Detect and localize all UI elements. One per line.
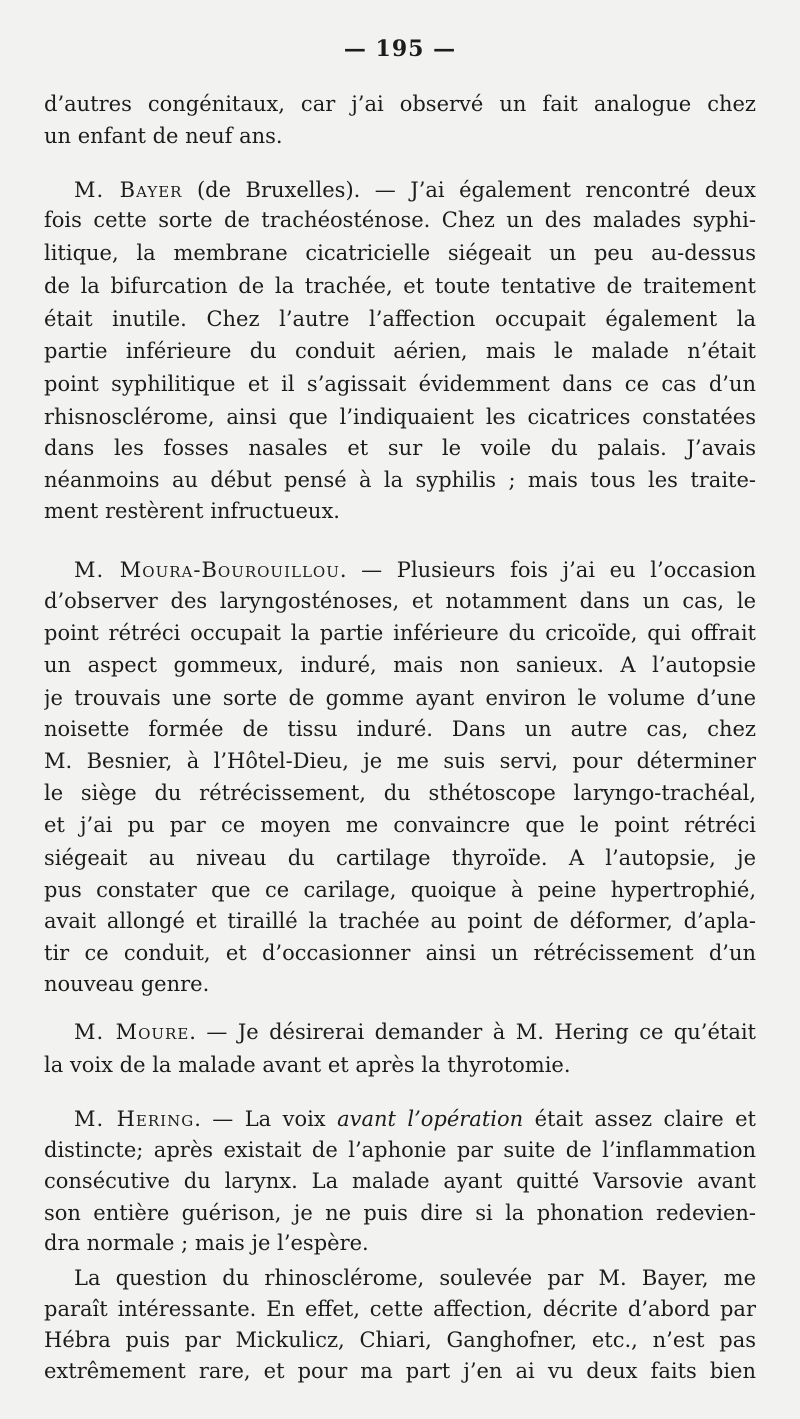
speaker-name: M. Bayer [74, 178, 183, 202]
text-line: et j’ai pu par ce moyen me convaincre que le point rétréci [44, 813, 756, 837]
text-run: (de Bruxelles). — J’ai également rencontré deux [182, 178, 756, 202]
text-line: était inutile. Chez l’autre l’affection occupait également la [44, 307, 756, 331]
text-line: rhisnosclérome, ainsi que l’indiquaient les cicatrices constatées [44, 405, 756, 429]
text-line: dra normale ; mais je l’espère. [44, 1231, 369, 1255]
text-line: Hébra puis par Mickulicz, Chiari, Ganghofner, etc., n’est pas [44, 1328, 756, 1352]
text-line: un enfant de neuf ans. [44, 124, 283, 148]
paragraph-first-line [74, 1018, 756, 1046]
text-line: néanmoins au début pensé à la syphilis ; mais tous les traite- [44, 468, 756, 492]
text-line: d’autres congénitaux, car j’ai observé un fait analogue chez [44, 92, 756, 116]
text-line: point rétréci occupait la partie inférieure du cricoïde, qui offrait [44, 621, 756, 645]
text-line: tir ce conduit, et d’occasionner ainsi un rétrécissement d’un [44, 941, 756, 965]
page-number: — 195 — [343, 36, 457, 62]
text-line: noisette formée de tissu induré. Dans un autre cas, chez [44, 717, 756, 741]
text-line: ment restèrent infructueux. [44, 499, 340, 523]
text-line: son entière guérison, je ne puis dire si la phonation redevien- [44, 1201, 756, 1225]
text-line: dans les fosses nasales et sur le voile du palais. J’avais [44, 436, 756, 460]
text-line: litique, la membrane cicatricielle siégeait un peu au-dessus [44, 241, 756, 265]
text-line: la voix de la malade avant et après la thyrotomie. [44, 1053, 571, 1077]
text-run: était assez claire et [523, 1107, 756, 1131]
text-line: extrêmement rare, et pour ma part j’en ai vu deux faits bien [44, 1359, 756, 1383]
text-line: un aspect gommeux, induré, mais non sanieux. A l’autopsie [44, 653, 756, 677]
italic-phrase: avant l’opération [337, 1107, 524, 1131]
text-line: point syphilitique et il s’agissait évidemment dans ce cas d’un [44, 372, 756, 396]
text-line: nouveau genre. [44, 972, 210, 996]
text-line: consécutive du larynx. La malade ayant quitté Varsovie avant [44, 1169, 756, 1193]
text-line: d’observer des laryngosténoses, et notamment dans un cas, le [44, 589, 756, 613]
paragraph-first-line [74, 176, 756, 204]
text-line: avait allongé et tiraillé la trachée au point de déformer, d’apla- [44, 909, 756, 933]
text-line: siégeait au niveau du cartilage thyroïde. A l’autopsie, je [44, 846, 756, 870]
text-line: paraît intéressante. En effet, cette affection, décrite d’abord par [44, 1297, 756, 1321]
speaker-name: M. Hering [74, 1107, 195, 1131]
paragraph-first-line [74, 556, 756, 584]
text-run: . — Je désirerai demander à M. Hering ce qu’était [189, 1020, 756, 1044]
text-line: partie inférieure du conduit aérien, mais le malade n’était [44, 339, 756, 363]
speaker-name: M. Moure [74, 1020, 190, 1044]
text-run: . — La voix [194, 1107, 338, 1131]
paragraph-first-line [74, 1105, 756, 1133]
paragraph-first-line: La question du rhinosclérome, soulevée par M. Bayer, me [74, 1266, 756, 1290]
text-line: M. Besnier, à l’Hôtel-Dieu, je me suis servi, pour déterminer [44, 749, 756, 773]
text-run: . — Plusieurs fois j’ai eu l’occasion [339, 558, 756, 582]
speaker-name: M. Moura-Bourouillou [74, 558, 340, 582]
text-line: je trouvais une sorte de gomme ayant environ le volume d’une [44, 686, 756, 710]
text-line: de la bifurcation de la trachée, et toute tentative de traitement [44, 274, 756, 298]
text-line: le siège du rétrécissement, du sthétoscope laryngo-trachéal, [44, 781, 756, 805]
text-line: distincte; après existait de l’aphonie par suite de l’inflammation [44, 1138, 756, 1162]
text-line: fois cette sorte de trachéosténose. Chez un des malades syphi- [44, 208, 756, 232]
text-line: pus constater que ce carilage, quoique à peine hypertrophié, [44, 878, 756, 902]
